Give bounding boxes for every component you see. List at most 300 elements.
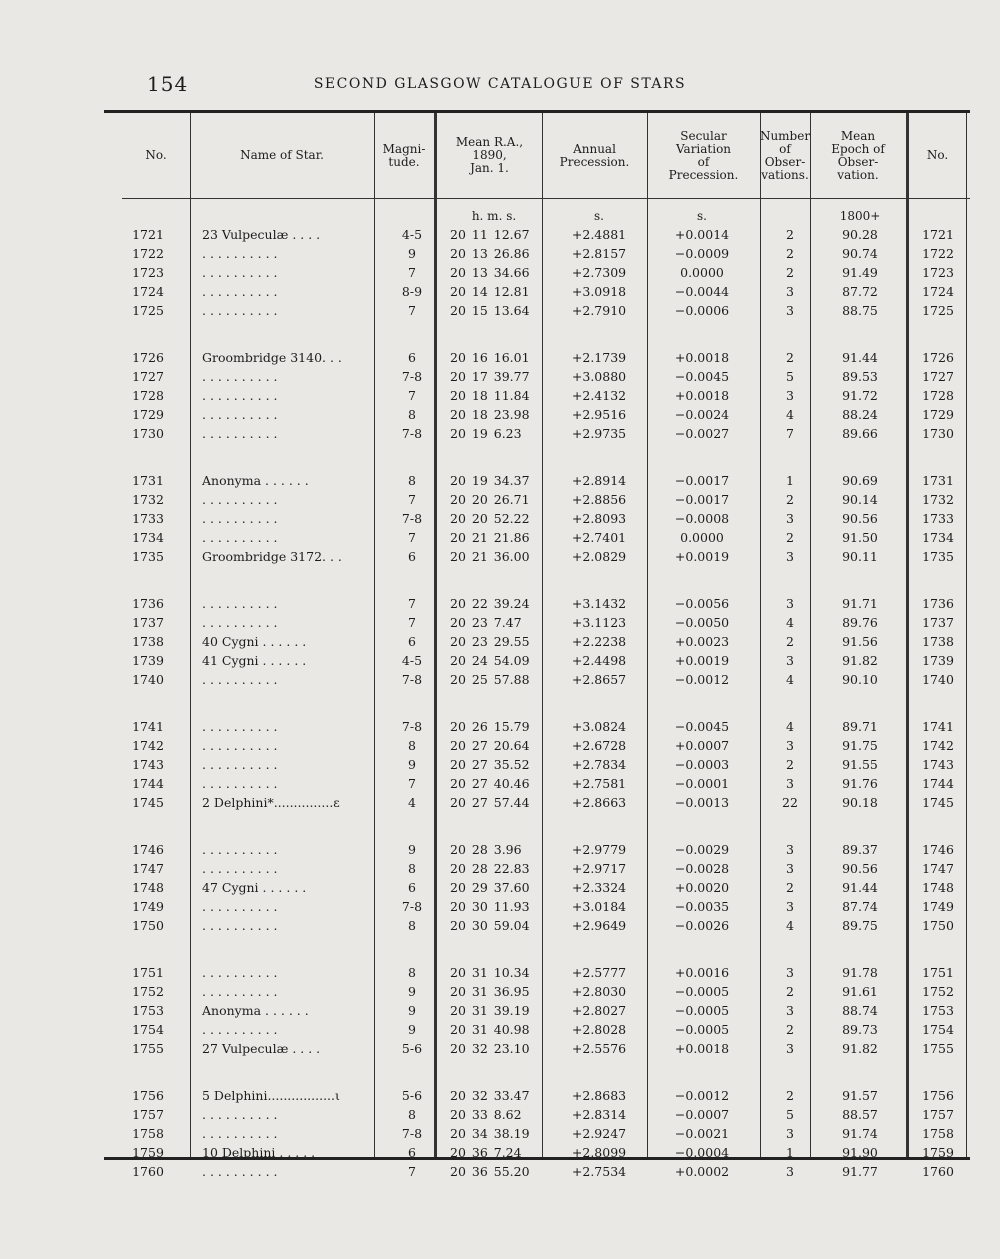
star-number: 1724 xyxy=(132,284,164,299)
annual-precession: +2.7534 xyxy=(571,1164,627,1179)
mean-epoch: 90.56 xyxy=(842,861,878,876)
star-name: . . . . . . . . . . xyxy=(202,984,278,999)
mean-epoch: 87.74 xyxy=(842,899,878,914)
mean-ra: 20 31 36.95 xyxy=(450,984,530,999)
star-name: 2 Delphini*...............ε xyxy=(202,795,340,810)
table-row xyxy=(104,1105,970,1124)
mean-ra: 20 27 40.46 xyxy=(450,776,530,791)
number-of-observations: 4 xyxy=(786,719,794,734)
star-number-right: 1750 xyxy=(922,918,954,933)
mean-ra: 20 36 7.24 xyxy=(450,1145,522,1160)
magnitude: 9 xyxy=(408,842,416,857)
star-number-right: 1759 xyxy=(922,1145,954,1160)
mean-ra: 20 11 12.67 xyxy=(450,227,530,242)
star-number: 1731 xyxy=(132,473,164,488)
star-number-right: 1745 xyxy=(922,795,954,810)
star-number-right: 1739 xyxy=(922,653,954,668)
mean-epoch: 90.18 xyxy=(842,795,878,810)
mean-epoch: 89.66 xyxy=(842,426,878,441)
star-number: 1759 xyxy=(132,1145,164,1160)
star-number-right: 1729 xyxy=(922,407,954,422)
star-number-right: 1734 xyxy=(922,530,954,545)
secular-variation: −0.0044 xyxy=(674,284,730,299)
mean-ra: 20 13 26.86 xyxy=(450,246,530,261)
table-row xyxy=(104,225,970,244)
star-name: . . . . . . . . . . xyxy=(202,861,278,876)
star-number: 1750 xyxy=(132,918,164,933)
annual-precession: +2.5777 xyxy=(571,965,627,980)
star-name: 47 Cygni . . . . . . xyxy=(202,880,307,895)
mean-epoch: 91.82 xyxy=(842,1041,878,1056)
table-row xyxy=(104,386,970,405)
number-of-observations: 3 xyxy=(786,1164,794,1179)
table-row xyxy=(104,717,970,736)
mean-epoch: 90.69 xyxy=(842,473,878,488)
table-row xyxy=(104,1124,970,1143)
mean-ra: 20 18 11.84 xyxy=(450,388,530,403)
secular-variation: −0.0004 xyxy=(674,1145,730,1160)
number-of-observations: 2 xyxy=(786,1022,794,1037)
number-of-observations: 2 xyxy=(786,984,794,999)
mean-ra: 20 26 15.79 xyxy=(450,719,530,734)
table-row xyxy=(104,670,970,689)
page-number: 154 xyxy=(147,72,189,96)
annual-precession: +2.8030 xyxy=(571,984,627,999)
secular-variation: −0.0026 xyxy=(674,918,730,933)
star-name: . . . . . . . . . . xyxy=(202,1126,278,1141)
mean-ra: 20 30 11.93 xyxy=(450,899,530,914)
star-number-right: 1752 xyxy=(922,984,954,999)
secular-variation: −0.0007 xyxy=(674,1107,730,1122)
annual-precession: +2.7401 xyxy=(571,530,627,545)
annual-precession: +2.9247 xyxy=(571,1126,627,1141)
row-group xyxy=(104,225,970,320)
star-name: . . . . . . . . . . xyxy=(202,842,278,857)
mean-ra: 20 27 35.52 xyxy=(450,757,530,772)
mean-ra: 20 25 57.88 xyxy=(450,672,530,687)
annual-precession: +2.8683 xyxy=(571,1088,627,1103)
star-number-right: 1721 xyxy=(922,227,954,242)
secular-variation: +0.0023 xyxy=(674,634,730,649)
secular-variation: −0.0006 xyxy=(674,303,730,318)
running-title: SECOND GLASGOW CATALOGUE OF STARS xyxy=(313,76,687,92)
star-name: Anonyma . . . . . . xyxy=(202,1003,309,1018)
mean-epoch: 90.11 xyxy=(842,549,878,564)
star-number: 1734 xyxy=(132,530,164,545)
secular-variation: −0.0050 xyxy=(674,615,730,630)
magnitude: 7-8 xyxy=(401,511,423,526)
mean-epoch: 87.72 xyxy=(842,284,878,299)
star-number: 1727 xyxy=(132,369,164,384)
annual-precession: +2.7581 xyxy=(571,776,627,791)
star-number-right: 1724 xyxy=(922,284,954,299)
table-body xyxy=(104,225,970,1209)
secular-variation: +0.0018 xyxy=(674,1041,730,1056)
mean-ra: 20 13 34.66 xyxy=(450,265,530,280)
mean-epoch: 90.10 xyxy=(842,672,878,687)
star-number: 1723 xyxy=(132,265,164,280)
mean-ra: 20 33 8.62 xyxy=(450,1107,522,1122)
annual-precession: +2.9779 xyxy=(571,842,627,857)
mean-ra: 20 23 29.55 xyxy=(450,634,530,649)
number-of-observations: 4 xyxy=(786,407,794,422)
mean-epoch: 88.74 xyxy=(842,1003,878,1018)
mean-ra: 20 22 39.24 xyxy=(450,596,530,611)
number-of-observations: 2 xyxy=(786,492,794,507)
star-number: 1760 xyxy=(132,1164,164,1179)
star-number-right: 1751 xyxy=(922,965,954,980)
star-number-right: 1760 xyxy=(922,1164,954,1179)
star-name: Groombridge 3172. . . xyxy=(202,549,342,564)
annual-precession: +2.4881 xyxy=(571,227,627,242)
row-group xyxy=(104,717,970,812)
mean-ra: 20 36 55.20 xyxy=(450,1164,530,1179)
number-of-observations: 2 xyxy=(786,634,794,649)
magnitude: 4 xyxy=(408,795,416,810)
magnitude: 5-6 xyxy=(401,1041,423,1056)
star-number: 1725 xyxy=(132,303,164,318)
annual-precession: +3.0918 xyxy=(571,284,627,299)
magnitude: 7 xyxy=(408,265,416,280)
secular-variation: +0.0018 xyxy=(674,388,730,403)
star-name: 41 Cygni . . . . . . xyxy=(202,653,307,668)
number-of-observations: 5 xyxy=(786,369,794,384)
annual-precession: +2.7834 xyxy=(571,757,627,772)
magnitude: 7 xyxy=(408,303,416,318)
star-number: 1756 xyxy=(132,1088,164,1103)
star-number: 1751 xyxy=(132,965,164,980)
number-of-observations: 3 xyxy=(786,653,794,668)
star-number-right: 1737 xyxy=(922,615,954,630)
mean-ra: 20 14 12.81 xyxy=(450,284,530,299)
star-number-right: 1743 xyxy=(922,757,954,772)
annual-precession: +2.7309 xyxy=(571,265,627,280)
number-of-observations: 3 xyxy=(786,1003,794,1018)
annual-precession: +3.0184 xyxy=(571,899,627,914)
magnitude: 8 xyxy=(408,918,416,933)
star-name: . . . . . . . . . . xyxy=(202,757,278,772)
header-number-of-observations: Number of Obser- vations. xyxy=(759,128,811,182)
mean-ra: 20 28 22.83 xyxy=(450,861,530,876)
star-name: . . . . . . . . . . xyxy=(202,899,278,914)
star-name: . . . . . . . . . . xyxy=(202,1107,278,1122)
star-catalogue-table xyxy=(104,110,970,1179)
mean-epoch: 89.53 xyxy=(842,369,878,384)
annual-precession: +3.0824 xyxy=(571,719,627,734)
star-number: 1746 xyxy=(132,842,164,857)
mean-epoch: 91.71 xyxy=(842,596,878,611)
mean-epoch: 91.44 xyxy=(842,880,878,895)
mean-ra: 20 20 52.22 xyxy=(450,511,530,526)
star-number: 1753 xyxy=(132,1003,164,1018)
mean-ra: 20 16 16.01 xyxy=(450,350,530,365)
number-of-observations: 2 xyxy=(786,350,794,365)
star-number-right: 1754 xyxy=(922,1022,954,1037)
secular-variation: −0.0027 xyxy=(674,426,730,441)
annual-precession: +2.8157 xyxy=(571,246,627,261)
annual-precession: +2.8093 xyxy=(571,511,627,526)
secular-variation: −0.0012 xyxy=(674,672,730,687)
star-number-right: 1744 xyxy=(922,776,954,791)
table-row xyxy=(104,774,970,793)
mean-ra: 20 15 13.64 xyxy=(450,303,530,318)
star-name: . . . . . . . . . . xyxy=(202,426,278,441)
magnitude: 8 xyxy=(408,861,416,876)
star-number-right: 1730 xyxy=(922,426,954,441)
number-of-observations: 1 xyxy=(786,473,794,488)
star-name: . . . . . . . . . . xyxy=(202,596,278,611)
star-number: 1740 xyxy=(132,672,164,687)
number-of-observations: 2 xyxy=(786,530,794,545)
star-number-right: 1733 xyxy=(922,511,954,526)
header-no: No. xyxy=(145,148,167,162)
table-row xyxy=(104,471,970,490)
magnitude: 7 xyxy=(408,615,416,630)
magnitude: 7 xyxy=(408,776,416,791)
row-group xyxy=(104,963,970,1058)
star-name: . . . . . . . . . . xyxy=(202,776,278,791)
magnitude: 8 xyxy=(408,407,416,422)
mean-epoch: 89.73 xyxy=(842,1022,878,1037)
star-number-right: 1728 xyxy=(922,388,954,403)
table-row xyxy=(104,840,970,859)
number-of-observations: 3 xyxy=(786,511,794,526)
number-of-observations: 22 xyxy=(782,795,798,810)
star-number: 1738 xyxy=(132,634,164,649)
mean-epoch: 91.55 xyxy=(842,757,878,772)
secular-variation: −0.0013 xyxy=(674,795,730,810)
secular-variation: −0.0021 xyxy=(674,1126,730,1141)
header-mean-ra: Mean R.A., 1890, Jan. 1. xyxy=(455,135,524,175)
star-number: 1735 xyxy=(132,549,164,564)
number-of-observations: 4 xyxy=(786,672,794,687)
secular-variation: −0.0045 xyxy=(674,719,730,734)
magnitude: 7-8 xyxy=(401,426,423,441)
table-row xyxy=(104,982,970,1001)
table-row xyxy=(104,367,970,386)
star-number-right: 1749 xyxy=(922,899,954,914)
star-number: 1742 xyxy=(132,738,164,753)
star-name: . . . . . . . . . . xyxy=(202,1022,278,1037)
star-name: 27 Vulpeculæ . . . . xyxy=(202,1041,321,1056)
header-annual-precession: Annual Precession. xyxy=(559,141,630,169)
star-name: . . . . . . . . . . xyxy=(202,719,278,734)
table-row xyxy=(104,1039,970,1058)
table-row xyxy=(104,916,970,935)
sv-units: s. xyxy=(697,209,707,223)
mean-epoch: 91.56 xyxy=(842,634,878,649)
star-number: 1726 xyxy=(132,350,164,365)
mean-ra: 20 31 39.19 xyxy=(450,1003,530,1018)
star-name: . . . . . . . . . . xyxy=(202,407,278,422)
annual-precession: +2.9516 xyxy=(571,407,627,422)
secular-variation: −0.0012 xyxy=(674,1088,730,1103)
table-row xyxy=(104,490,970,509)
star-name: 5 Delphini.................ι xyxy=(202,1088,340,1103)
annual-precession: +2.8099 xyxy=(571,1145,627,1160)
number-of-observations: 3 xyxy=(786,776,794,791)
annual-precession: +2.9717 xyxy=(571,861,627,876)
mean-epoch: 88.24 xyxy=(842,407,878,422)
annual-precession: +2.8657 xyxy=(571,672,627,687)
magnitude: 6 xyxy=(408,634,416,649)
secular-variation: −0.0005 xyxy=(674,1022,730,1037)
secular-variation: +0.0018 xyxy=(674,350,730,365)
table-row xyxy=(104,424,970,443)
star-number-right: 1741 xyxy=(922,719,954,734)
annual-precession: +2.8663 xyxy=(571,795,627,810)
header-magnitude: Magni- tude. xyxy=(382,141,426,169)
annual-precession: +2.6728 xyxy=(571,738,627,753)
star-name: 40 Cygni . . . . . . xyxy=(202,634,307,649)
star-number-right: 1742 xyxy=(922,738,954,753)
mean-ra: 20 21 36.00 xyxy=(450,549,530,564)
star-name: . . . . . . . . . . xyxy=(202,530,278,545)
mean-epoch: 88.75 xyxy=(842,303,878,318)
secular-variation: +0.0007 xyxy=(674,738,730,753)
table-row xyxy=(104,878,970,897)
mean-epoch: 91.57 xyxy=(842,1088,878,1103)
star-number: 1755 xyxy=(132,1041,164,1056)
number-of-observations: 3 xyxy=(786,388,794,403)
star-name: . . . . . . . . . . xyxy=(202,265,278,280)
secular-variation: −0.0056 xyxy=(674,596,730,611)
magnitude: 9 xyxy=(408,757,416,772)
star-number: 1721 xyxy=(132,227,164,242)
mean-ra: 20 20 26.71 xyxy=(450,492,530,507)
table-row xyxy=(104,859,970,878)
mean-epoch: 89.71 xyxy=(842,719,878,734)
page-header xyxy=(0,72,1000,102)
table-row xyxy=(104,1001,970,1020)
mean-ra: 20 21 21.86 xyxy=(450,530,530,545)
units-row xyxy=(104,209,970,225)
secular-variation: 0.0000 xyxy=(680,265,724,280)
star-number: 1754 xyxy=(132,1022,164,1037)
star-name: . . . . . . . . . . xyxy=(202,303,278,318)
table-row xyxy=(104,547,970,566)
star-number-right: 1740 xyxy=(922,672,954,687)
mean-epoch: 90.56 xyxy=(842,511,878,526)
star-number: 1752 xyxy=(132,984,164,999)
mean-ra: 20 27 20.64 xyxy=(450,738,530,753)
mean-epoch: 91.72 xyxy=(842,388,878,403)
secular-variation: −0.0009 xyxy=(674,246,730,261)
number-of-observations: 3 xyxy=(786,1126,794,1141)
mean-epoch: 91.78 xyxy=(842,965,878,980)
number-of-observations: 3 xyxy=(786,899,794,914)
secular-variation: +0.0016 xyxy=(674,965,730,980)
star-number: 1732 xyxy=(132,492,164,507)
magnitude: 8 xyxy=(408,738,416,753)
mean-epoch: 89.75 xyxy=(842,918,878,933)
table-row xyxy=(104,528,970,547)
star-number-right: 1726 xyxy=(922,350,954,365)
table-row xyxy=(104,1020,970,1039)
star-name: . . . . . . . . . . xyxy=(202,1164,278,1179)
magnitude: 7-8 xyxy=(401,899,423,914)
star-number: 1758 xyxy=(132,1126,164,1141)
table-row xyxy=(104,755,970,774)
header-mean-epoch: Mean Epoch of Obser- vation. xyxy=(831,128,885,182)
mean-epoch: 91.90 xyxy=(842,1145,878,1160)
magnitude: 7 xyxy=(408,388,416,403)
secular-variation: +0.0014 xyxy=(674,227,730,242)
annual-precession: +2.3324 xyxy=(571,880,627,895)
row-group xyxy=(104,471,970,566)
star-number: 1728 xyxy=(132,388,164,403)
number-of-observations: 3 xyxy=(786,284,794,299)
star-name: 10 Delphini . . . . . xyxy=(202,1145,316,1160)
number-of-observations: 3 xyxy=(786,738,794,753)
mean-ra: 20 17 39.77 xyxy=(450,369,530,384)
number-of-observations: 2 xyxy=(786,227,794,242)
star-number: 1733 xyxy=(132,511,164,526)
mean-ra: 20 32 33.47 xyxy=(450,1088,530,1103)
annual-precession: +2.4132 xyxy=(571,388,627,403)
star-name: . . . . . . . . . . xyxy=(202,388,278,403)
number-of-observations: 4 xyxy=(786,918,794,933)
number-of-observations: 3 xyxy=(786,842,794,857)
mean-epoch: 88.57 xyxy=(842,1107,878,1122)
magnitude: 6 xyxy=(408,880,416,895)
row-group xyxy=(104,348,970,443)
star-number-right: 1736 xyxy=(922,596,954,611)
annual-precession: +2.9735 xyxy=(571,426,627,441)
magnitude: 7 xyxy=(408,1164,416,1179)
table-row xyxy=(104,594,970,613)
header-secular-variation: Secular Variation of Precession. xyxy=(668,128,739,182)
secular-variation: −0.0017 xyxy=(674,492,730,507)
star-number: 1747 xyxy=(132,861,164,876)
ra-units: h. m. s. xyxy=(471,209,517,223)
mean-epoch: 91.50 xyxy=(842,530,878,545)
magnitude: 6 xyxy=(408,350,416,365)
annual-precession: +2.8314 xyxy=(571,1107,627,1122)
star-number: 1729 xyxy=(132,407,164,422)
ap-units: s. xyxy=(594,209,604,223)
star-name: . . . . . . . . . . xyxy=(202,284,278,299)
star-number-right: 1722 xyxy=(922,246,954,261)
annual-precession: +2.5576 xyxy=(571,1041,627,1056)
mean-epoch: 91.76 xyxy=(842,776,878,791)
annual-precession: +2.2238 xyxy=(571,634,627,649)
star-number-right: 1723 xyxy=(922,265,954,280)
number-of-observations: 4 xyxy=(786,615,794,630)
secular-variation: −0.0045 xyxy=(674,369,730,384)
star-name: . . . . . . . . . . xyxy=(202,246,278,261)
star-name: . . . . . . . . . . xyxy=(202,615,278,630)
annual-precession: +3.1432 xyxy=(571,596,627,611)
mean-epoch: 90.14 xyxy=(842,492,878,507)
secular-variation: −0.0005 xyxy=(674,984,730,999)
mean-epoch: 90.74 xyxy=(842,246,878,261)
secular-variation: −0.0029 xyxy=(674,842,730,857)
row-group xyxy=(104,1086,970,1181)
number-of-observations: 7 xyxy=(786,426,794,441)
number-of-observations: 2 xyxy=(786,265,794,280)
number-of-observations: 2 xyxy=(786,246,794,261)
star-name: . . . . . . . . . . xyxy=(202,965,278,980)
mean-ra: 20 28 3.96 xyxy=(450,842,522,857)
table-row xyxy=(104,963,970,982)
magnitude: 7-8 xyxy=(401,719,423,734)
table-row xyxy=(104,405,970,424)
header-rule xyxy=(122,198,970,199)
star-number-right: 1731 xyxy=(922,473,954,488)
mean-ra: 20 34 38.19 xyxy=(450,1126,530,1141)
secular-variation: −0.0001 xyxy=(674,776,730,791)
